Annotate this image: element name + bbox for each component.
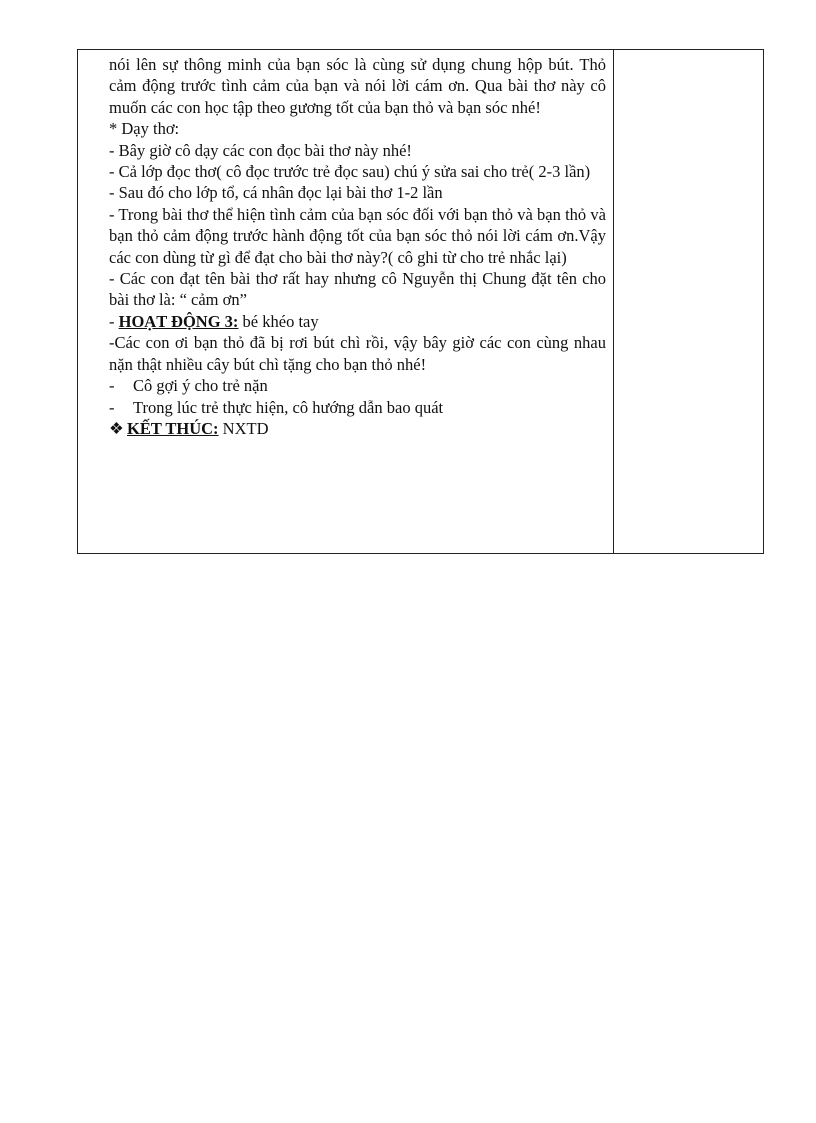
activity-3-line — [109, 311, 606, 332]
list-item — [109, 397, 606, 418]
activity-3-label: HOẠT ĐỘNG 3: — [118, 311, 239, 331]
list-item-text: Cô gợi ý cho trẻ nặn — [133, 376, 268, 396]
paragraph-teach: - Bây giờ cô dạy các con đọc bài thơ này nhé! — [109, 140, 412, 160]
paragraph-poem-meaning: - Trong bài thơ thể hiện tình cảm của bạn sóc đối với bạn thỏ và bạn thỏ và bạn thỏ cảm động trước hành động tốt của bạn sóc thỏ nói lời cám ơn.Vậy các con dùng từ gì để đạt cho bài thơ này?( cô ghi từ cho trẻ nhắc lại) — [109, 204, 606, 267]
paragraph-poem-title: - Các con đạt tên bài thơ rất hay nhưng cô Nguyễn thị Chung đặt tên cho bài thơ là: “ cảm ơn” — [109, 269, 606, 310]
diamond-bullet-icon: ❖ — [109, 418, 124, 438]
list-dash: - — [109, 376, 115, 396]
ending-line — [109, 418, 606, 439]
activity-3-text: bé khéo tay — [238, 311, 319, 331]
list-dash: - — [109, 397, 115, 417]
list-item — [109, 375, 606, 396]
paragraph-intro: nói lên sự thông minh của bạn sóc là cùng sử dụng chung hộp bút. Thỏ cảm động trước tình cảm của bạn và nói lời cám ơn. Qua bài thơ này cô muốn các con học tập theo gương tốt của bạn thỏ và bạn sóc nhé! — [109, 55, 606, 117]
ending-text: NXTD — [218, 418, 269, 438]
paragraph-class-read: - Cả lớp đọc thơ( cô đọc trước trẻ đọc sau) chú ý sửa sai cho trẻ( 2-3 lần) — [109, 162, 591, 182]
activity-3-prefix: - — [109, 311, 119, 331]
activity-cell — [109, 54, 606, 439]
paragraph-group-read: - Sau đó cho lớp tổ, cá nhân đọc lại bài thơ 1-2 lần — [109, 183, 443, 203]
column-divider — [613, 50, 614, 553]
ending-label: KẾT THÚC: — [127, 418, 219, 438]
paragraph-activity-3: -Các con ơi bạn thỏ đã bị rơi bút chì rồi, vậy bây giờ các con cùng nhau nặn thật nhiều cây bút chì tặng cho bạn thỏ nhé! — [109, 333, 606, 374]
list-item-text: Trong lúc trẻ thực hiện, cô hướng dẫn bao quát — [133, 397, 444, 417]
teach-poem-heading: * Dạy thơ: — [109, 119, 180, 139]
lesson-table — [77, 49, 764, 554]
